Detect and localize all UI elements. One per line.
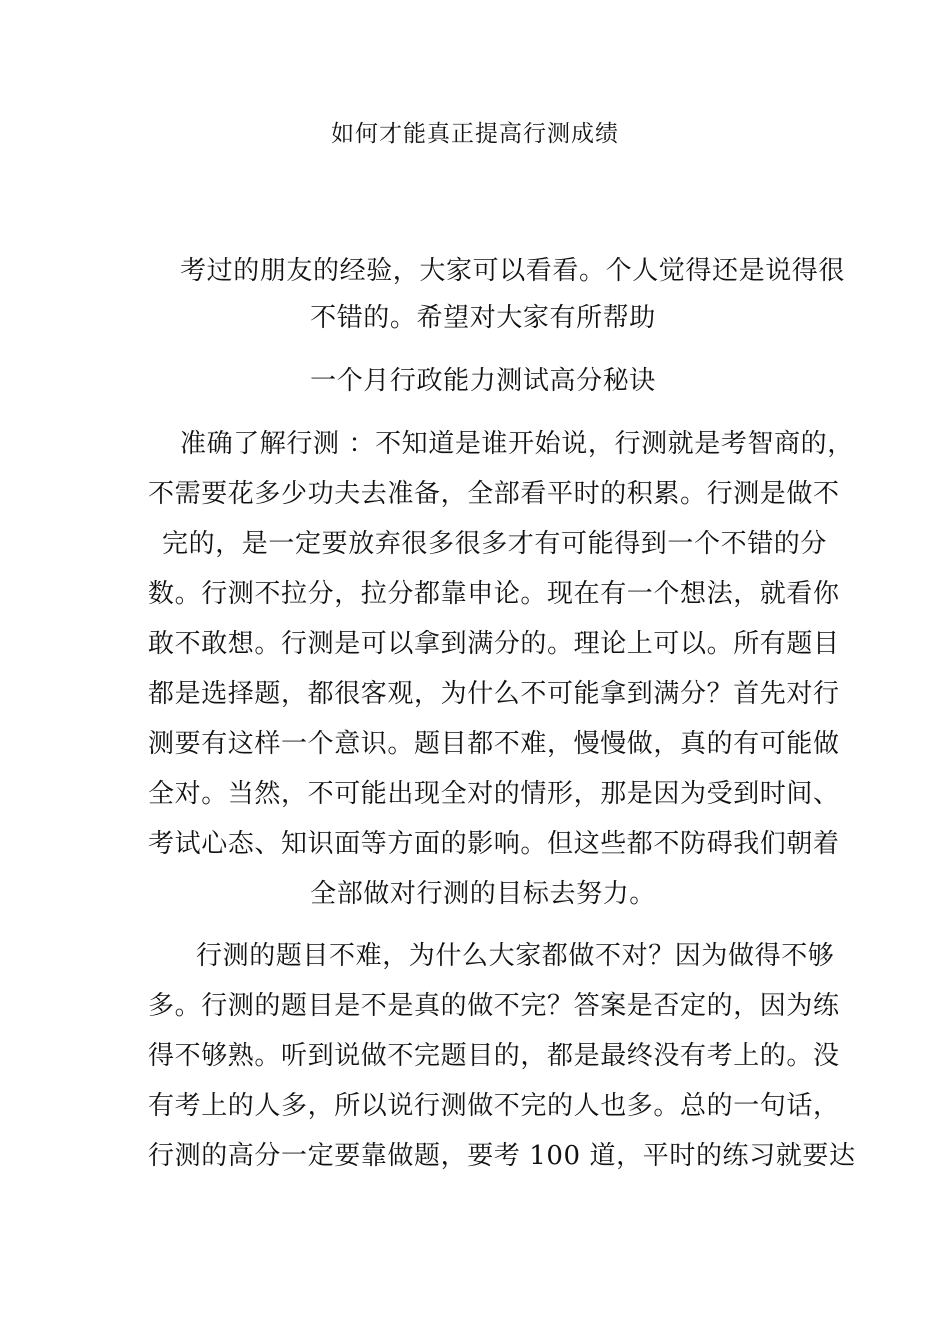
paragraph-1-line: 全部做对行测的目标去努力。 — [310, 879, 656, 909]
paragraph-1-line: 全对。当然，不可能出现全对的情形，那是因为受到时间、 — [148, 779, 840, 809]
paragraph-1-line: 不需要花多少功夫去准备，全部看平时的积累。行测是做不 — [148, 479, 840, 509]
paragraph-1-line: 考试心态、知识面等方面的影响。但这些都不防碍我们朝着 — [148, 829, 840, 859]
paragraph-2-line: 行测的题目不难，为什么大家都做不对？因为做得不够 — [196, 941, 835, 971]
paragraph-2-line: 多。行测的题目是不是真的做不完？答案是否定的，因为练 — [148, 991, 840, 1021]
paragraph-1-line: 准确了解行测 ：不知道是谁开始说，行测就是考智商的， — [180, 429, 854, 459]
paragraph-1-line: 完的，是一定要放弃很多很多才有可能得到一个不错的分 — [162, 529, 828, 559]
intro-line: 考过的朋友的经验，大家可以看看。个人觉得还是说得很 — [180, 256, 846, 286]
paragraph-2-line: 有考上的人多，所以说行测做不完的人也多。总的一句话， — [148, 1091, 840, 1121]
section-subtitle: 一个月行政能力测试高分秘诀 — [310, 366, 656, 396]
document-title: 如何才能真正提高行测成绩 — [331, 121, 619, 147]
paragraph-2-line: 得不够熟。听到说做不完题目的，都是最终没有考上的。没 — [148, 1041, 840, 1071]
paragraph-1-line: 测要有这样一个意识。题目都不难，慢慢做，真的有可能做 — [148, 729, 840, 759]
paragraph-1-line: 数。行测不拉分，拉分都靠申论。现在有一个想法，就看你 — [148, 579, 840, 609]
intro-line: 不错的。希望对大家有所帮助 — [310, 303, 656, 333]
paragraph-1-line: 敢不敢想。行测是可以拿到满分的。理论上可以。所有题目 — [148, 629, 840, 659]
paragraph-2-line: 行测的高分一定要靠做题，要考 100 道，平时的练习就要达 — [148, 1141, 856, 1171]
paragraph-1-line: 都是选择题，都很客观，为什么不可能拿到满分？首先对行 — [148, 679, 840, 709]
